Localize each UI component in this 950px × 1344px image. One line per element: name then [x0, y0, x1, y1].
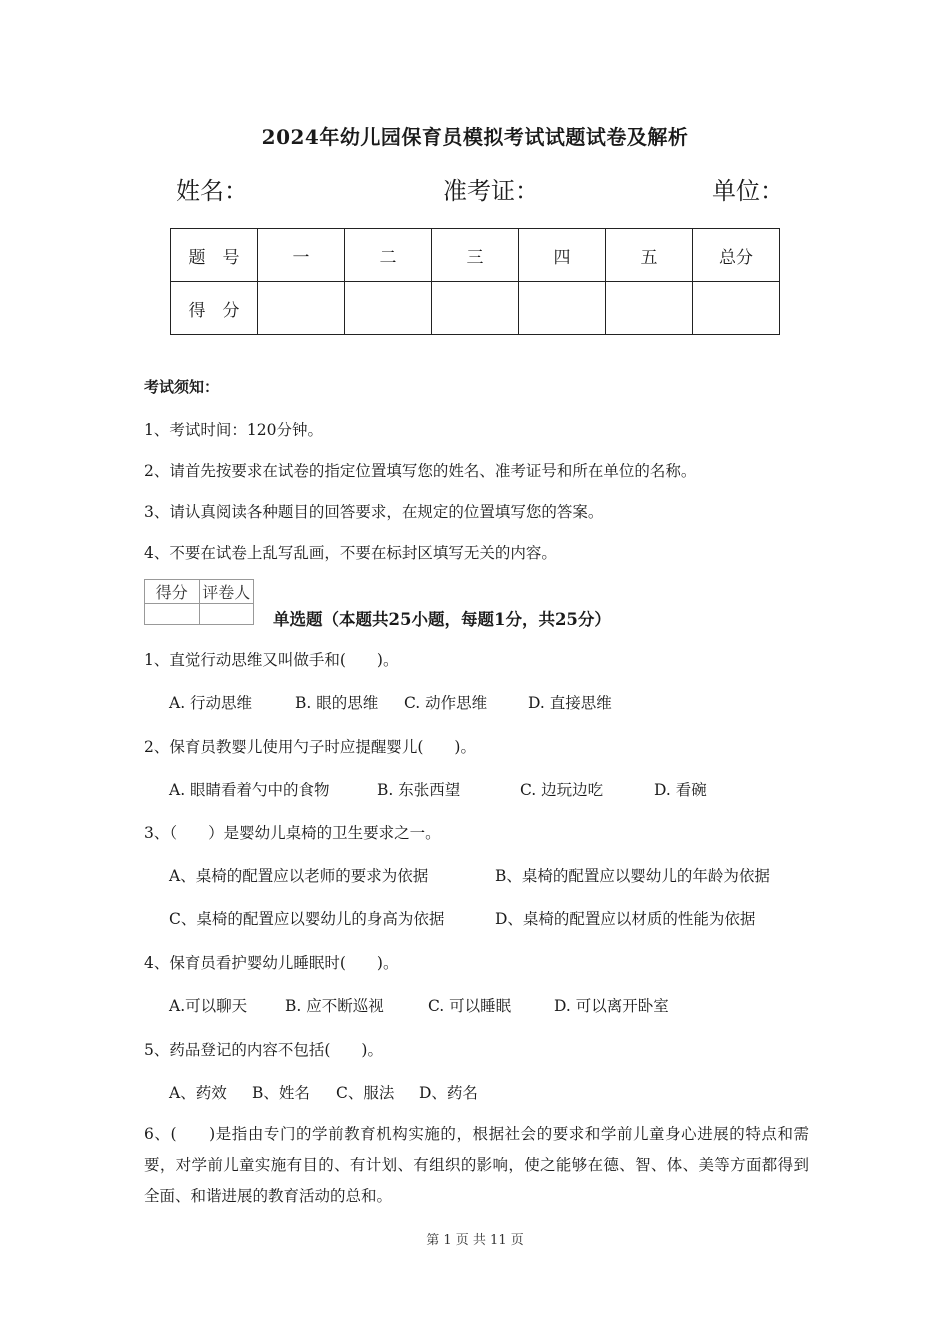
notice-heading: 考试须知：	[144, 378, 220, 396]
grader-score-label: 得分	[145, 580, 200, 604]
question-option: A、桌椅的配置应以老师的要求为依据	[169, 867, 429, 885]
question-option: D. 直接思维	[528, 694, 612, 712]
question-stem: 2、保育员教婴儿使用勺子时应提醒婴儿( )。	[144, 738, 476, 756]
grader-reviewer-cell	[199, 604, 254, 625]
score-table-header-cell: 题 号	[171, 229, 258, 282]
question-option: B、姓名	[252, 1084, 310, 1102]
score-cell	[693, 282, 780, 335]
grader-score-cell	[145, 604, 200, 625]
question-option: C、服法	[336, 1084, 395, 1102]
question-stem: 1、直觉行动思维又叫做手和( )。	[144, 651, 399, 669]
score-table-header-cell: 五	[606, 229, 693, 282]
question-option: C、桌椅的配置应以婴幼儿的身高为依据	[169, 910, 445, 928]
score-cell	[258, 282, 345, 335]
score-cell	[345, 282, 432, 335]
notice-item: 4、不要在试卷上乱写乱画，不要在标封区填写无关的内容。	[144, 544, 557, 562]
question-option: D、桌椅的配置应以材质的性能为依据	[495, 910, 756, 928]
question-stem: 4、保育员看护婴幼儿睡眠时( )。	[144, 954, 399, 972]
question-option: A.可以聊天	[169, 997, 248, 1015]
score-table-header-cell: 四	[519, 229, 606, 282]
section-title: 单选题（本题共25小题，每题1分，共25分）	[273, 610, 611, 629]
question-option: B. 东张西望	[377, 781, 461, 799]
page-footer: 第 1 页 共 11 页	[426, 1233, 524, 1248]
notice-item: 1、考试时间：120分钟。	[144, 421, 323, 439]
question-stem: 5、药品登记的内容不包括( )。	[144, 1041, 383, 1059]
score-table-score-row	[171, 282, 780, 335]
notice-item: 3、请认真阅读各种题目的回答要求，在规定的位置填写您的答案。	[144, 503, 604, 521]
score-table-header-cell: 一	[258, 229, 345, 282]
question-option: A. 眼睛看着勺中的食物	[169, 781, 330, 799]
score-cell	[606, 282, 693, 335]
question-option: C. 动作思维	[404, 694, 488, 712]
notice-item: 2、请首先按要求在试卷的指定位置填写您的姓名、准考证号和所在单位的名称。	[144, 462, 697, 480]
question-stem: 6、( )是指由专门的学前教育机构实施的，根据社会的要求和学前儿童身心进展的特点和需要，对学前儿童实施有目的、有计划、有组织的影响，使之能够在德、智、体、美等方面都得到全面、和谐进展的教育活动的总和。	[144, 1125, 809, 1205]
question-option: C. 可以睡眠	[428, 997, 512, 1015]
score-table-header-cell: 三	[432, 229, 519, 282]
unit-field-label: 单位：	[712, 177, 784, 205]
question-option: B. 眼的思维	[295, 694, 379, 712]
question-option: A. 行动思维	[169, 694, 253, 712]
score-row-label: 得 分	[171, 282, 258, 335]
question-option: A、药效	[169, 1084, 227, 1102]
score-cell	[432, 282, 519, 335]
exam-id-field-label: 准考证：	[443, 177, 539, 205]
page-title: 2024年幼儿园保育员模拟考试试题试卷及解析	[261, 125, 689, 149]
grader-box	[144, 579, 254, 625]
score-cell	[519, 282, 606, 335]
question-option: B. 应不断巡视	[285, 997, 384, 1015]
score-table	[170, 228, 780, 335]
grader-reviewer-label: 评卷人	[199, 580, 254, 604]
score-table-header-cell: 总分	[693, 229, 780, 282]
score-table-header-row	[171, 229, 780, 282]
question-option: C. 边玩边吃	[520, 781, 604, 799]
question-stem: 3、（ ）是婴幼儿桌椅的卫生要求之一。	[144, 824, 441, 842]
name-field-label: 姓名：	[176, 177, 248, 205]
question-option: D. 看碗	[654, 781, 707, 799]
question-option: D、药名	[419, 1084, 478, 1102]
question-option: B、桌椅的配置应以婴幼儿的年龄为依据	[495, 867, 770, 885]
question-option: D. 可以离开卧室	[554, 997, 669, 1015]
score-table-header-cell: 二	[345, 229, 432, 282]
